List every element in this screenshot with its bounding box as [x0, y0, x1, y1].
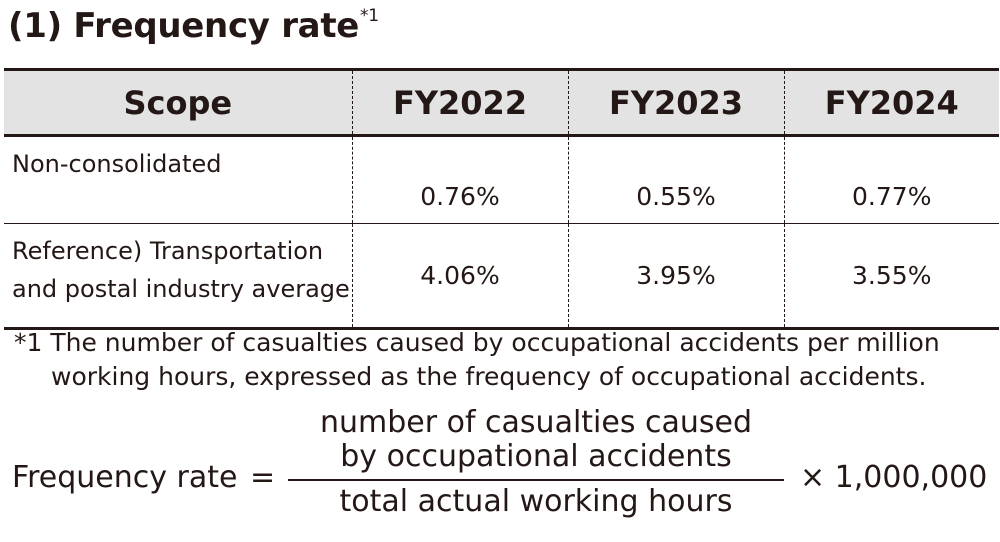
value-cell-fy2023: 0.55%	[568, 136, 784, 224]
header-scope: Scope	[4, 70, 352, 136]
scope-line: and postal industry average	[12, 275, 350, 303]
table-row	[4, 224, 999, 329]
value-cell-fy2024: 0.77%	[784, 136, 999, 224]
value-cell-fy2022: 0.76%	[352, 136, 568, 224]
scope-cell	[4, 136, 352, 224]
numerator-line: by occupational accidents	[340, 439, 732, 474]
section-title	[8, 6, 379, 46]
header-fy2024: FY2024	[784, 70, 999, 136]
value-cell-fy2023: 3.95%	[568, 224, 784, 329]
scope-line: Reference) Transportation	[12, 237, 324, 265]
section-title-text: (1) Frequency rate	[8, 6, 360, 46]
formula-numerator	[288, 406, 784, 474]
numerator-line: number of casualties caused	[319, 405, 753, 440]
value-cell-fy2024: 3.55%	[784, 224, 999, 329]
header-fy2023: FY2023	[568, 70, 784, 136]
formula-denominator: total actual working hours	[339, 484, 733, 519]
footnote-line: *1 The number of casualties caused by occupational accidents per million	[14, 328, 940, 357]
equals-sign: =	[250, 460, 276, 495]
fraction-bar	[288, 479, 784, 481]
scope-cell	[4, 224, 352, 329]
frequency-rate-table	[4, 68, 999, 330]
header-fy2022: FY2022	[352, 70, 568, 136]
formula	[0, 400, 1000, 540]
footnote-marker: *1	[360, 6, 379, 26]
table-header-row	[4, 70, 999, 136]
scope-line: Non-consolidated	[12, 150, 222, 178]
formula-multiplier: × 1,000,000	[800, 460, 988, 495]
table-row	[4, 136, 999, 224]
formula-label: Frequency rate	[12, 460, 238, 495]
footnote	[14, 326, 999, 394]
footnote-line: working hours, expressed as the frequency of occupational accidents.	[51, 362, 927, 391]
value-cell-fy2022: 4.06%	[352, 224, 568, 329]
